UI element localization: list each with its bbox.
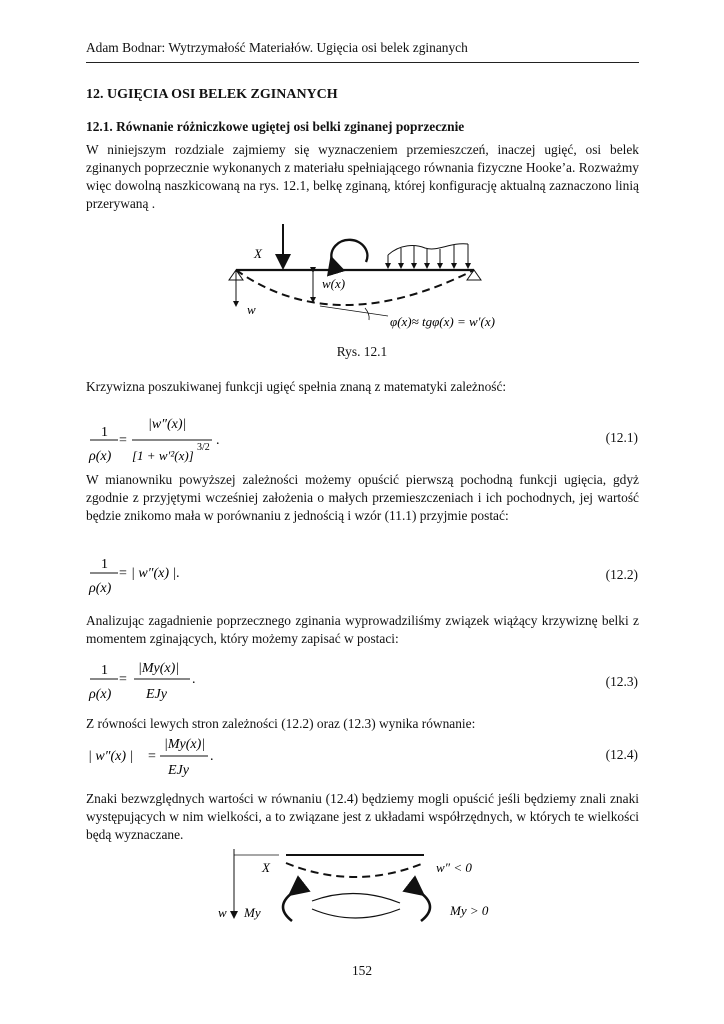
svg-text:|My(x)|: |My(x)|	[164, 737, 206, 752]
svg-text:|My(x)|: |My(x)|	[138, 661, 180, 676]
right-support	[467, 270, 481, 280]
deflected-axis	[236, 270, 474, 305]
svg-text:=: =	[119, 433, 127, 448]
svg-text:EJy: EJy	[146, 687, 167, 702]
equation-12-3	[86, 652, 226, 708]
svg-text:| w″(x) |: | w″(x) |	[88, 749, 134, 764]
x-label: X	[262, 860, 270, 875]
w-axis-label: w	[247, 302, 256, 317]
svg-text:3/2: 3/2	[197, 442, 210, 453]
figure-caption: Rys. 12.1	[336, 344, 388, 359]
svg-text:|w″(x)|: |w″(x)|	[148, 417, 187, 432]
my-right-label: My > 0	[450, 903, 489, 918]
moment-arrow	[331, 240, 367, 262]
equation-number-12-4: (12.4)	[605, 747, 638, 762]
upper-arc	[312, 893, 400, 903]
tangent-line	[320, 306, 388, 316]
beam-figure	[220, 222, 520, 336]
svg-text:=: =	[119, 566, 127, 581]
svg-text:.: .	[210, 749, 214, 764]
svg-text:1: 1	[101, 663, 108, 678]
lower-arc	[312, 909, 400, 918]
page-header: Adam Bodnar: Wytrzymałość Materiałów. Ugięcia osi belek zginanych	[86, 40, 468, 55]
x-axis-label: X	[254, 246, 262, 261]
svg-text:ρ(x): ρ(x)	[89, 449, 112, 464]
distributed-load-outline	[388, 244, 468, 255]
equation-number-12-3: (12.3)	[605, 674, 638, 689]
slope-label: φ(x)≈ tgφ(x) = w′(x)	[390, 314, 495, 329]
svg-text:[1 + w′²(x)]: [1 + w′²(x)]	[132, 448, 194, 463]
bent-beam	[286, 863, 424, 877]
svg-text:ρ(x): ρ(x)	[89, 581, 112, 596]
equation-number-12-1: (12.1)	[605, 430, 638, 445]
svg-text:=: =	[119, 672, 127, 687]
left-moment-arrow	[283, 893, 292, 921]
svg-text:1: 1	[101, 557, 108, 572]
chapter-title: 12. UGIĘCIA OSI BELEK ZGINANYCH	[86, 87, 338, 102]
svg-text:.: .	[192, 672, 196, 687]
svg-text:.: .	[216, 433, 220, 448]
paragraph-curvature: Krzywizna poszukiwanej funkcji ugięć spełnia znaną z matematyki zależność:	[86, 379, 507, 394]
my-left-label: My	[244, 905, 261, 920]
svg-text:=: =	[148, 749, 156, 764]
svg-text:EJy: EJy	[168, 763, 189, 778]
section-title: 12.1. Równanie różniczkowe ugiętej osi belki zginanej poprzecznie	[86, 119, 465, 134]
paragraph-equality: Z równości lewych stron zależności (12.2) oraz (12.3) wynika równanie:	[86, 716, 476, 731]
equation-number-12-2: (12.2)	[605, 567, 638, 582]
w-label: w	[218, 905, 227, 920]
wpp-label: w″ < 0	[436, 860, 472, 875]
page-number: 152	[351, 963, 373, 978]
paragraph-signs: Znaki bezwzględnych wartości w równaniu (12.4) będziemy mogli opuścić jeśli będziemy znali znaki występujących w nim wielkości, a to związane jest z układami współrzędnych, w których te wielkości będą wyznaczane.	[86, 791, 639, 842]
paragraph-moment-relation: Analizując zagadnienie poprzecznego zginania wyprowadziliśmy związek wiążący krzywiznę belki z momentem zginających, który możemy zapisać w postaci:	[86, 613, 639, 646]
header-rule	[86, 62, 639, 63]
sign-convention-figure	[214, 845, 504, 929]
equation-12-4	[86, 732, 246, 782]
equation-12-1	[86, 402, 266, 466]
svg-text:1: 1	[101, 425, 108, 440]
right-moment-arrow	[421, 893, 430, 921]
svg-text:| w″(x) |.: | w″(x) |.	[131, 566, 180, 581]
svg-text:ρ(x): ρ(x)	[89, 687, 112, 702]
equation-12-2	[86, 548, 226, 598]
paragraph-intro: W niniejszym rozdziale zajmiemy się wyznaczeniem przemieszczeń, inaczej ugięć, osi belek zginanych poprzecznie wykonanych z materiału spełniającego równania fizyczne Hooke’a. Rozważmy więc dowolną naszkicowaną na rys. 12.1, belkę zginaną, której konfigurację aktualną zaznaczono linią przerywaną .	[86, 142, 639, 211]
wx-label: w(x)	[322, 276, 346, 291]
paragraph-small-displacements: W mianowniku powyższej zależności możemy opuścić pierwszą pochodną funkcji ugięcia, gdyż zgodnie z przyjętymi wcześniej założenia o małych przemieszczeniach i ich pochodnych, jej wartość będzie znikomo mała w porównaniu z jednością i wzór (11.1) przyjmie postać:	[86, 472, 639, 523]
